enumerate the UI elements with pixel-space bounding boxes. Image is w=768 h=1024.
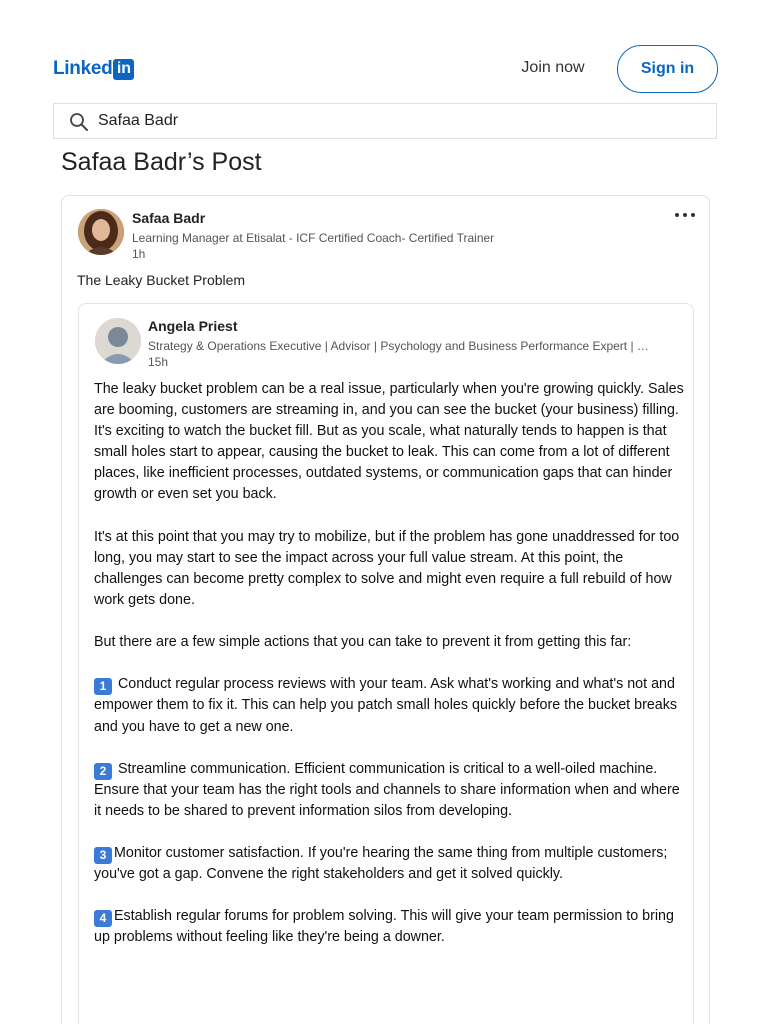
- shared-author-photo-icon: [95, 318, 141, 364]
- search-input[interactable]: [98, 104, 698, 138]
- action-item: [94, 843, 686, 885]
- shared-author-avatar[interactable]: [95, 318, 141, 364]
- shared-post-body: [94, 379, 686, 970]
- linkedin-logo[interactable]: [53, 58, 134, 80]
- logo-in-box: in: [113, 59, 134, 80]
- action-text: Monitor customer satisfaction. If you're hearing the same thing from multiple customers; you've got a gap. Convene the right stakeholders and get it solved quickly.: [94, 845, 668, 883]
- keycap-1-icon: 1: [94, 678, 112, 695]
- shared-post-card[interactable]: [78, 303, 694, 1024]
- keycap-2-icon: 2: [94, 763, 112, 780]
- paragraph: The leaky bucket problem can be a real issue, particularly when you're growing quickly. Sales are booming, customers are streaming in, and you can see the bucket (your business) filling. It's exciting to watch the bucket fill. But as you scale, what naturally tends to happen is that small holes start to appear, causing the bucket to leak. This can come from a lot of different places, like inefficient processes, outdated systems, or communication gaps that can hinder growth or even set you back.: [94, 381, 684, 503]
- shared-post-timestamp: 15h: [148, 355, 169, 369]
- shared-author-name[interactable]: Angela Priest: [148, 318, 238, 334]
- top-nav-bar: [0, 0, 768, 100]
- keycap-4-icon: 4: [94, 910, 112, 927]
- action-text: Conduct regular process reviews with your team. Ask what's working and what's not and empower them to fix it. This can help you patch small holes quickly before the bucket breaks and you have to get a new one.: [94, 676, 678, 735]
- shared-author-headline: Strategy & Operations Executive | Advisor | Psychology and Business Performance Expert | …: [148, 339, 649, 353]
- action-text: Streamline communication. Efficient communication is critical to a well-oiled machine. Ensure that your team has the right tools and channels to share information when and where it needs to be shared to prevent information silos from developing.: [94, 760, 680, 819]
- post-timestamp: 1h: [132, 247, 146, 261]
- action-text: Establish regular forums for problem solving. This will give your team permission to bring up problems without feeling like they're being a downer.: [94, 908, 674, 946]
- action-item: [94, 759, 686, 822]
- action-item: [94, 674, 686, 737]
- page-title: Safaa Badr’s Post: [61, 148, 262, 176]
- keycap-3-icon: 3: [94, 847, 112, 864]
- paragraph: But there are a few simple actions that you can take to prevent it from getting this far:: [94, 634, 632, 651]
- logo-wordmark: Linked: [53, 58, 113, 79]
- author-headline: Learning Manager at Etisalat - ICF Certified Coach- Certified Trainer: [132, 231, 495, 245]
- sign-in-button[interactable]: Sign in: [617, 45, 718, 93]
- paragraph: It's at this point that you may try to mobilize, but if the problem has gone unaddressed for too long, you may start to see the impact across your full value stream. At this point, the challenges can become pretty complex to solve and might even require a full rebuild of how work gets done.: [94, 528, 680, 608]
- author-photo-icon: [78, 209, 124, 255]
- search-bar[interactable]: [53, 103, 717, 139]
- action-item: [94, 906, 686, 948]
- ellipsis-icon[interactable]: [674, 210, 698, 220]
- search-icon: [69, 112, 89, 132]
- post-text: The Leaky Bucket Problem: [77, 272, 246, 288]
- author-avatar[interactable]: [78, 209, 124, 255]
- author-name[interactable]: Safaa Badr: [132, 210, 206, 226]
- join-now-button[interactable]: Join now: [505, 52, 601, 84]
- post-card: [61, 195, 710, 1024]
